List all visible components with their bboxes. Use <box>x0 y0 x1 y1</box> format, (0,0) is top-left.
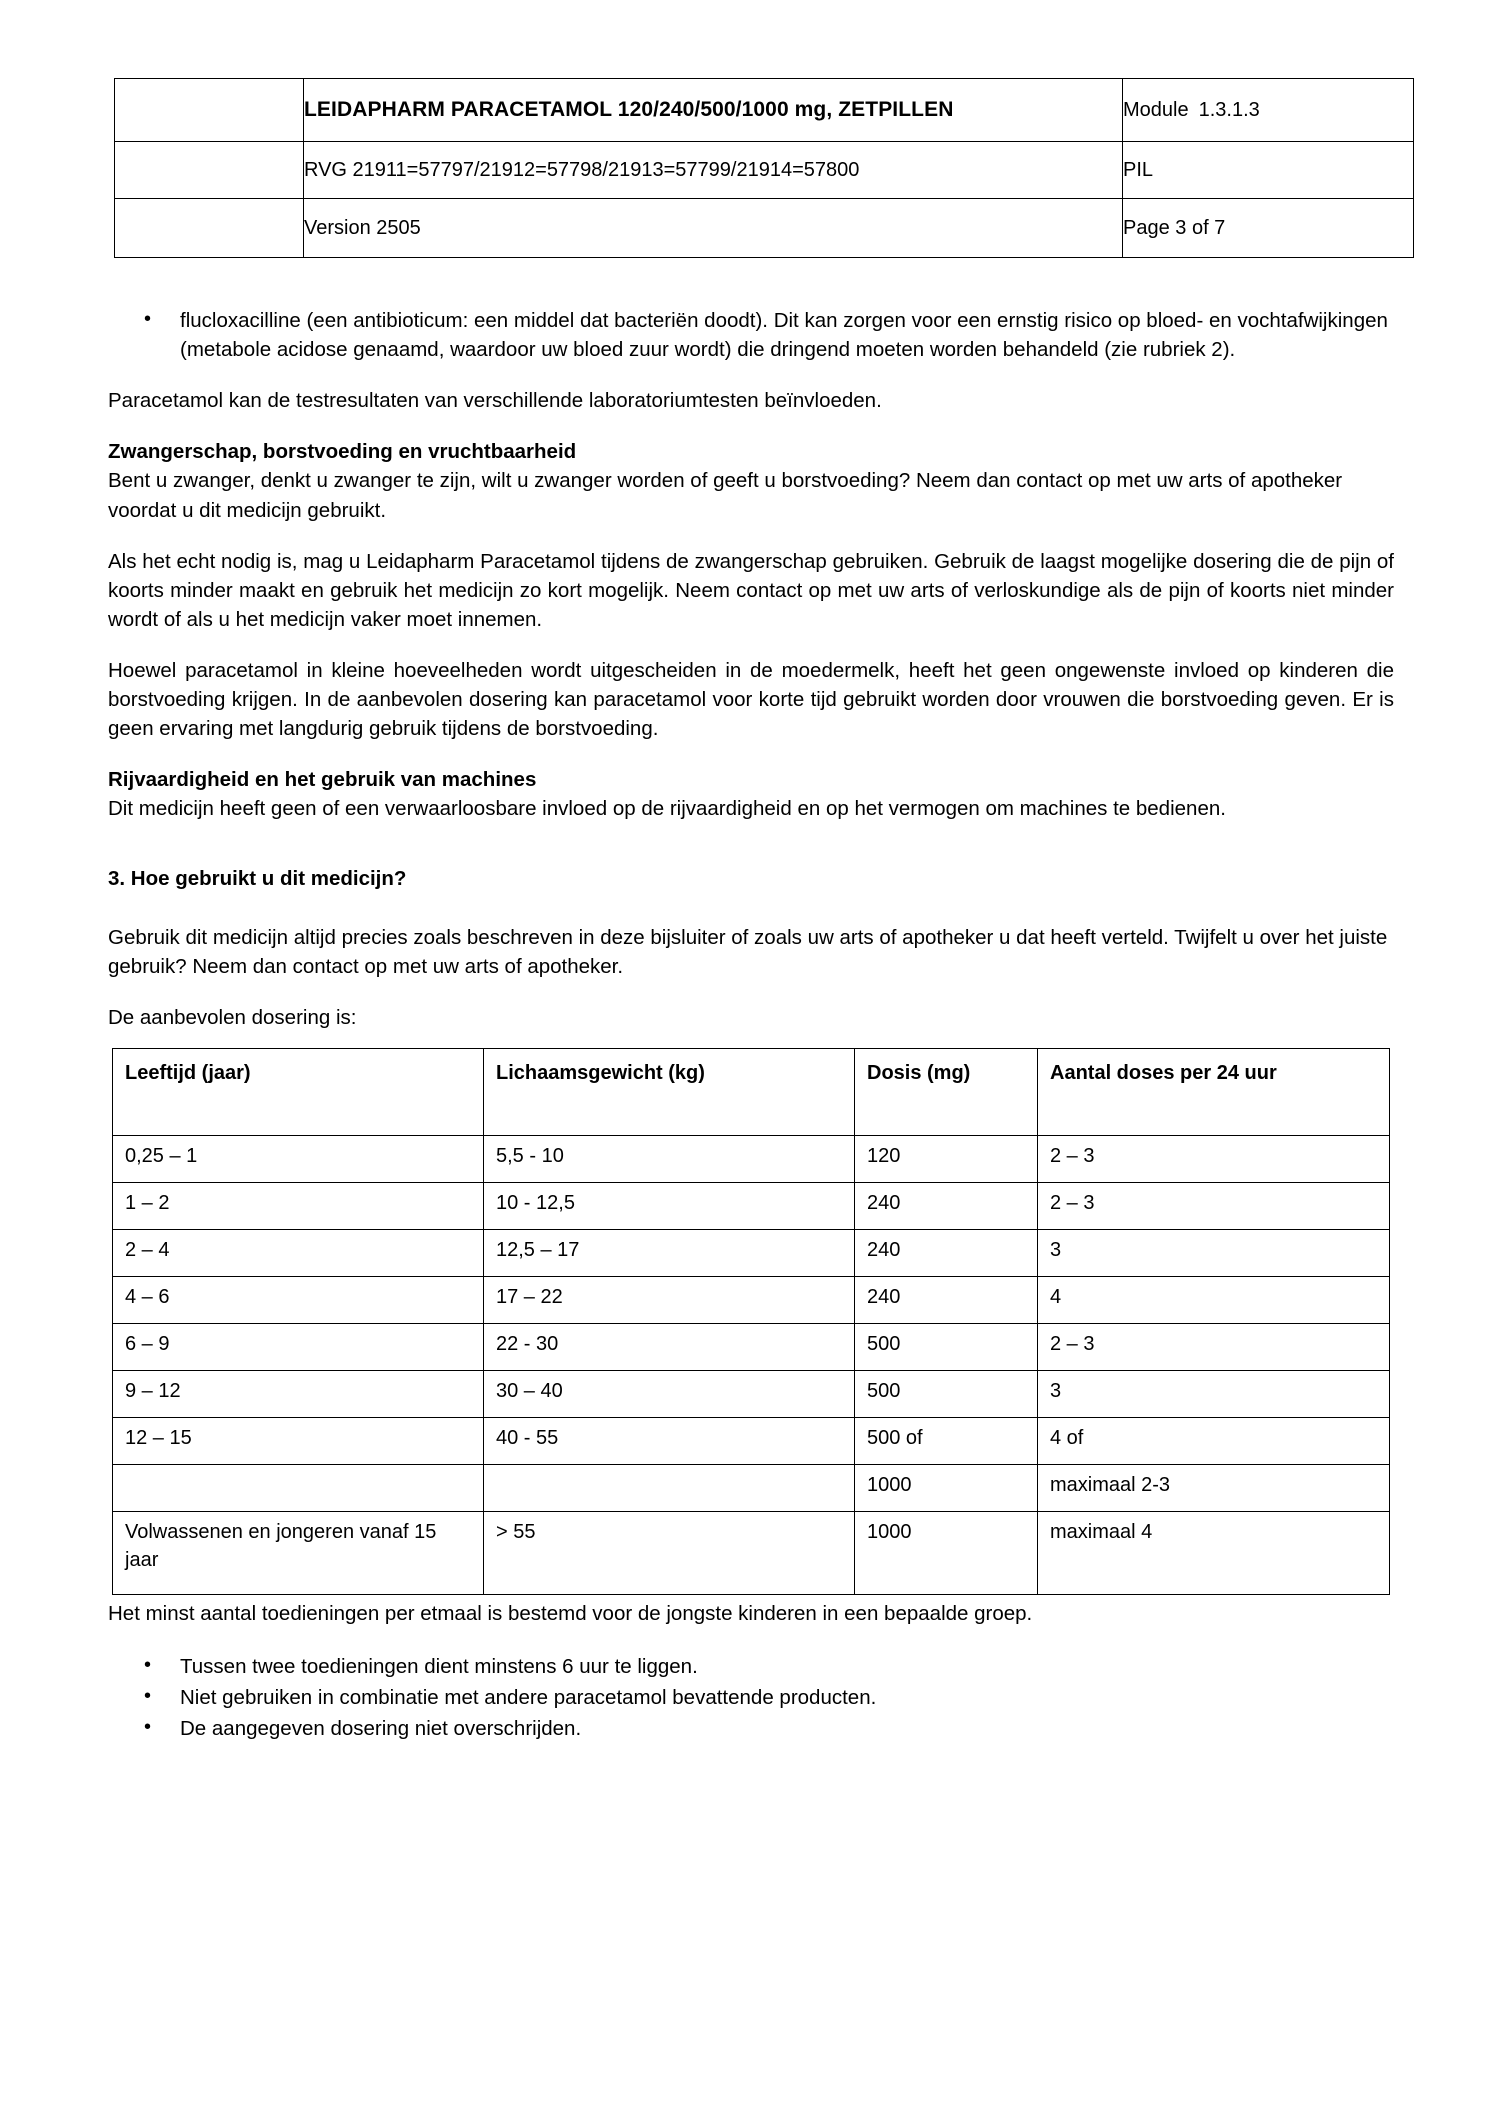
header-title-cell <box>304 79 1123 142</box>
list-item: • Niet gebruiken in combinatie met andere paracetamol bevattende producten. <box>108 1683 1394 1712</box>
table-header-row <box>113 1048 1390 1135</box>
interaction-bullet-list <box>108 306 1394 364</box>
table-row <box>113 1417 1390 1464</box>
cell-weight: 10 - 12,5 <box>484 1182 855 1229</box>
list-item: • flucloxacilline (een antibioticum: een middel dat bacteriën doodt). Dit kan zorgen voor een ernstig risico op bloed- en vochtafwijkingen (metabole acidose genaamd, waardoor uw bloed zuur wordt) die dringend moeten worden behandeld (zie rubriek 2). <box>108 306 1394 364</box>
section-3-heading: 3. Hoe gebruikt u dit medicijn? <box>108 866 407 890</box>
table-row <box>113 1323 1390 1370</box>
cell-age: 12 – 15 <box>113 1417 484 1464</box>
table-row <box>113 1464 1390 1511</box>
table-row <box>113 1370 1390 1417</box>
usage-bullet-list <box>108 1652 1394 1743</box>
cell-dose: 240 <box>855 1229 1038 1276</box>
document-title: LEIDAPHARM PARACETAMOL 120/240/500/1000 mg, ZETPILLEN <box>304 98 954 121</box>
page-number: Page 3 of 7 <box>1123 216 1226 239</box>
table-row <box>113 1182 1390 1229</box>
header-logo-cell-3 <box>115 199 304 258</box>
cell-dose: 120 <box>855 1135 1038 1182</box>
header-page-cell <box>1123 199 1414 258</box>
cell-age: 6 – 9 <box>113 1323 484 1370</box>
table-row <box>113 1135 1390 1182</box>
cell-count: 2 – 3 <box>1038 1323 1390 1370</box>
list-item: • De aangegeven dosering niet overschrijden. <box>108 1714 1394 1743</box>
cell-weight: 12,5 – 17 <box>484 1229 855 1276</box>
document-type: PIL <box>1123 158 1154 181</box>
cell-count: maximaal 2-3 <box>1038 1464 1390 1511</box>
cell-age: 2 – 4 <box>113 1229 484 1276</box>
cell-dose: 500 <box>855 1323 1038 1370</box>
cell-dose: 500 of <box>855 1417 1038 1464</box>
document-header <box>114 78 1414 258</box>
cell-count: 2 – 3 <box>1038 1182 1390 1229</box>
table-row <box>113 1229 1390 1276</box>
cell-weight: 5,5 - 10 <box>484 1135 855 1182</box>
list-item: • Tussen twee toedieningen dient minstens 6 uur te liggen. <box>108 1652 1394 1681</box>
pregnancy-heading: Zwangerschap, borstvoeding en vruchtbaarheid <box>108 440 577 464</box>
header-module-cell <box>1123 79 1414 142</box>
header-logo-cell <box>115 79 304 142</box>
module-label: Module <box>1123 98 1189 121</box>
cell-weight: 30 – 40 <box>484 1370 855 1417</box>
cell-age: 1 – 2 <box>113 1182 484 1229</box>
cell-count: 4 <box>1038 1276 1390 1323</box>
cell-weight: 17 – 22 <box>484 1276 855 1323</box>
cell-count: 4 of <box>1038 1417 1390 1464</box>
cell-count: maximaal 4 <box>1038 1511 1390 1594</box>
document-version: Version 2505 <box>304 216 421 239</box>
cell-age <box>113 1464 484 1511</box>
cell-age: 9 – 12 <box>113 1370 484 1417</box>
registration-numbers: RVG 21911=57797/21912=57798/21913=57799/21914=57800 <box>304 158 860 181</box>
table-row <box>113 1276 1390 1323</box>
cell-weight: > 55 <box>484 1511 855 1594</box>
pregnancy-paragraph-2: Als het echt nodig is, mag u Leidapharm Paracetamol tijdens de zwangerschap gebruiken. Gebruik de laagst mogelijke dosering die de pijn of koorts minder maakt en gebruik het medicijn zo kort mogelijk. Neem contact op met uw arts of verloskundige als de pijn of koorts niet minder wordt of als u het medicijn vaker moet innemen. <box>108 549 1394 631</box>
table-row <box>113 1511 1390 1594</box>
cell-dose: 500 <box>855 1370 1038 1417</box>
cell-weight: 22 - 30 <box>484 1323 855 1370</box>
document-body <box>108 306 1394 1743</box>
cell-weight: 40 - 55 <box>484 1417 855 1464</box>
cell-dose: 240 <box>855 1276 1038 1323</box>
lab-tests-paragraph: Paracetamol kan de testresultaten van verschillende laboratoriumtesten beïnvloeden. <box>108 389 882 413</box>
section-3-paragraph-1: Gebruik dit medicijn altijd precies zoals beschreven in deze bijsluiter of zoals uw arts of apotheker u dat heeft verteld. Twijfelt u over het juiste gebruik? Neem dan contact op met uw arts of apotheker. <box>108 925 1388 978</box>
pregnancy-paragraph-1: Bent u zwanger, denkt u zwanger te zijn, wilt u zwanger worden of geeft u borstvoeding? Neem dan contact op met uw arts of apotheker voordat u dit medicijn gebruikt. <box>108 469 1343 522</box>
table-footnote: Het minst aantal toedieningen per etmaal is bestemd voor de jongste kinderen in een bepaalde groep. <box>108 1601 1033 1625</box>
dosing-table <box>112 1048 1390 1595</box>
cell-count: 3 <box>1038 1229 1390 1276</box>
cell-count: 3 <box>1038 1370 1390 1417</box>
header-doctype-cell <box>1123 142 1414 199</box>
cell-dose: 1000 <box>855 1511 1038 1594</box>
column-header-doses-per-day: Aantal doses per 24 uur <box>1038 1048 1390 1135</box>
cell-count: 2 – 3 <box>1038 1135 1390 1182</box>
cell-age: Volwassenen en jongeren vanaf 15 jaar <box>113 1511 484 1594</box>
driving-paragraph: Dit medicijn heeft geen of een verwaarloosbare invloed op de rijvaardigheid en op het vermogen om machines te bedienen. <box>108 797 1226 821</box>
module-number: 1.3.1.3 <box>1198 98 1260 121</box>
cell-dose: 1000 <box>855 1464 1038 1511</box>
cell-age: 4 – 6 <box>113 1276 484 1323</box>
header-version-cell <box>304 199 1123 258</box>
cell-dose: 240 <box>855 1182 1038 1229</box>
cell-weight <box>484 1464 855 1511</box>
column-header-weight: Lichaamsgewicht (kg) <box>484 1048 855 1135</box>
column-header-dose: Dosis (mg) <box>855 1048 1038 1135</box>
pregnancy-paragraph-3: Hoewel paracetamol in kleine hoeveelheden wordt uitgescheiden in de moedermelk, heeft het geen ongewenste invloed op kinderen die borstvoeding krijgen. In de aanbevolen dosering kan paracetamol voor korte tijd gebruikt worden door vrouwen die borstvoeding geven. Er is geen ervaring met langdurig gebruik tijdens de borstvoeding. <box>108 658 1394 741</box>
cell-age: 0,25 – 1 <box>113 1135 484 1182</box>
header-registration-cell <box>304 142 1123 199</box>
section-3-paragraph-2: De aanbevolen dosering is: <box>108 1005 357 1029</box>
column-header-age: Leeftijd (jaar) <box>113 1048 484 1135</box>
driving-heading: Rijvaardigheid en het gebruik van machines <box>108 768 537 792</box>
header-logo-cell-2 <box>115 142 304 199</box>
